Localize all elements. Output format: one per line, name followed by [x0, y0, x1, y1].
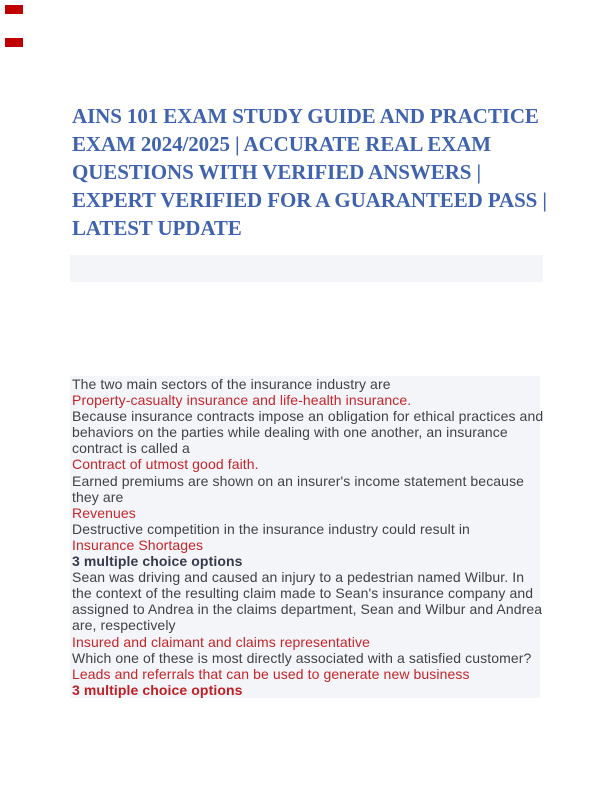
- qa-line-answer: Contract of utmost good faith.: [72, 456, 259, 473]
- qa-line-question: the context of the resulting claim made to Sean's insurance company and: [72, 585, 534, 602]
- qa-line-question: Sean was driving and caused an injury to a pedestrian named Wilbur. In: [72, 569, 525, 586]
- qa-line-question: behaviors on the parties while dealing with one another, an insurance: [72, 424, 508, 441]
- qa-line-answer: Insured and claimant and claims representative: [72, 633, 370, 650]
- qa-line-question: The two main sectors of the insurance industry are: [72, 376, 391, 392]
- qa-line-answer: Revenues: [72, 504, 136, 521]
- qa-line-answer: Leads and referrals that can be used to generate new business: [72, 665, 470, 682]
- highlight-bar: [70, 255, 543, 282]
- qa-line-question: are, respectively: [72, 617, 176, 634]
- logo-fragment-top: [5, 5, 23, 14]
- qa-line-question: Which one of these is most directly associated with a satisfied customer?: [72, 649, 532, 666]
- qa-line-question: contract is called a: [72, 440, 190, 457]
- question-answer-block: [70, 376, 544, 698]
- qa-line-question: Earned premiums are shown on an insurer's income statement because: [72, 472, 525, 489]
- title-line: LATEST UPDATE: [72, 216, 242, 240]
- title-line: EXPERT VERIFIED FOR A GUARANTEED PASS |: [72, 188, 547, 212]
- qa-line-question: assigned to Andrea in the claims department, Sean and Wilbur and Andrea: [72, 601, 543, 618]
- title-line: EXAM 2024/2025 | ACCURATE REAL EXAM: [72, 132, 492, 156]
- qa-line-answer: Insurance Shortages: [72, 536, 204, 553]
- document-title: [72, 102, 547, 242]
- title-line: QUESTIONS WITH VERIFIED ANSWERS |: [72, 160, 482, 184]
- title-line: AINS 101 EXAM STUDY GUIDE AND PRACTICE: [72, 104, 539, 128]
- qa-line-bold-red: 3 multiple choice options: [72, 681, 243, 698]
- qa-line-bold-dark: 3 multiple choice options: [72, 553, 243, 570]
- qa-line-question: Because insurance contracts impose an obligation for ethical practices and: [72, 408, 544, 425]
- qa-line-question: Destructive competition in the insurance industry could result in: [72, 520, 470, 537]
- logo-fragment-bottom: [5, 38, 23, 47]
- qa-line-answer: Property-casualty insurance and life-health insurance.: [72, 392, 412, 409]
- qa-line-question: they are: [72, 488, 124, 505]
